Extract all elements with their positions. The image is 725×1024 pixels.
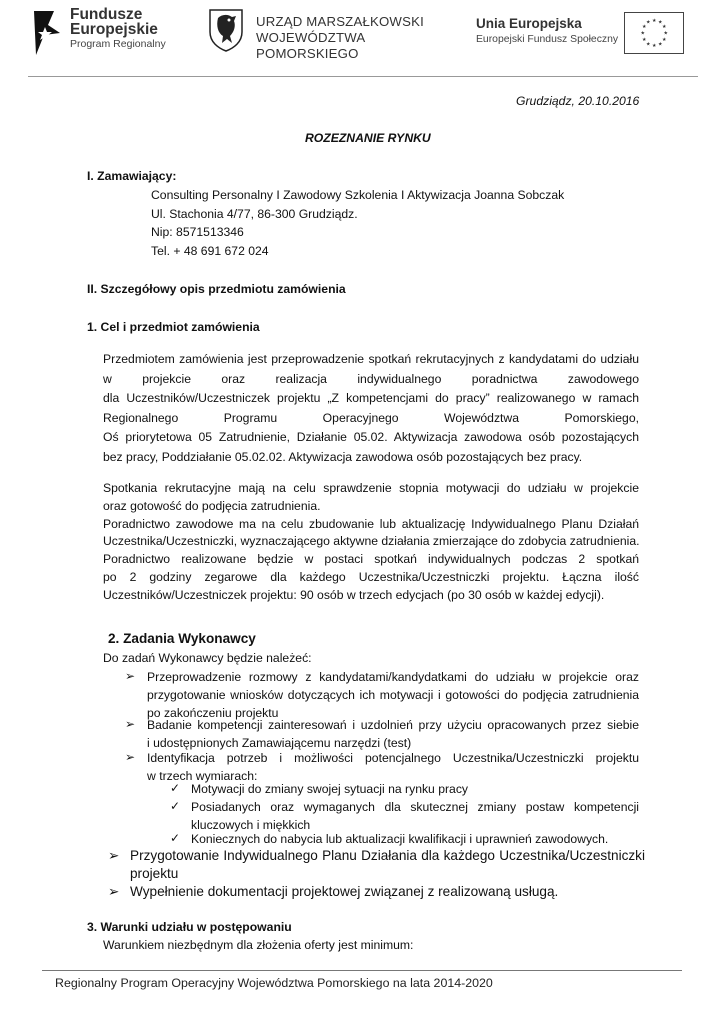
griffin-crest-icon <box>208 8 244 52</box>
subsection-3-intro: Warunkiem niezbędnym dla złożenia oferty jest minimum: <box>103 938 414 952</box>
header-rule <box>28 76 698 77</box>
fe-line2: Europejskie <box>70 21 158 38</box>
document-title: ROZEZNANIE RYNKU <box>305 131 431 145</box>
fundusze-europejskie-logo <box>30 5 190 63</box>
check-line: kluczowych i miękkich <box>191 817 311 832</box>
svg-text:★: ★ <box>642 37 647 43</box>
paragraph-line: Uczestników/Uczestniczek projektu: 90 osób w trzech edycjach (po 30 osób w każdej edycji). <box>103 587 605 602</box>
svg-text:★: ★ <box>662 24 667 30</box>
ordering-party-nip: Nip: 8571513346 <box>151 225 244 239</box>
task-line: Badanie kompetencji zainteresowań i uzdolnień przy użyciu opracowanych przez siebie <box>147 718 639 732</box>
task-line: projektu <box>130 866 179 881</box>
section-2-heading: II. Szczegółowy opis przedmiotu zamówienia <box>87 282 346 296</box>
svg-text:★: ★ <box>652 43 657 49</box>
task-line: Wypełnienie dokumentacji projektowej związanej z realizowaną usługą. <box>130 884 559 899</box>
fe-star-icon <box>30 7 66 59</box>
svg-text:★: ★ <box>658 41 663 48</box>
paragraph-line: Spotkania rekrutacyjne mają na celu sprawdzenie stopnia motywacji do udziału w projekcie <box>103 481 639 495</box>
arrow-bullet-icon: ➢ <box>125 750 136 764</box>
check-line: Motywacji do zmiany swojej sytuacji na rynku pracy <box>191 782 469 796</box>
checkmark-icon: ✓ <box>170 781 181 795</box>
paragraph-line: Uczestnika/Uczestniczki, wyznaczającego aktywne działania zmierzające do zdobycia zatrudnienia. <box>103 534 640 549</box>
subsection-3-heading: 3. Warunki udziału w postępowaniu <box>87 920 292 934</box>
svg-text:★: ★ <box>642 24 647 30</box>
ordering-party-phone: Tel. + 48 691 672 024 <box>151 244 269 258</box>
checkmark-icon: ✓ <box>170 831 181 845</box>
arrow-bullet-icon: ➢ <box>125 669 136 683</box>
eu-flag-icon <box>624 12 684 54</box>
check-line: Koniecznych do nabycia lub aktualizacji kwalifikacji i uprawnień zawodowych. <box>191 832 609 846</box>
page-footer: Regionalny Program Operacyjny Województwa Pomorskiego na lata 2014-2020 <box>55 976 493 990</box>
svg-text:★: ★ <box>640 30 645 37</box>
paragraph-line: Poradnictwo zawodowe ma na celu zbudowanie lub aktualizację Indywidualnego Planu Działań <box>103 516 639 531</box>
svg-text:★: ★ <box>662 37 667 43</box>
task-line: Przygotowanie Indywidualnego Planu Działania dla każdego Uczestnika/Uczestniczki <box>130 848 645 863</box>
paragraph-line: Przedmiotem zamówienia jest przeprowadzenie spotkań rekrutacyjnych z kandydatami do udziału <box>103 352 639 366</box>
arrow-bullet-icon: ➢ <box>108 884 120 899</box>
paragraph-details <box>103 480 639 605</box>
um-line1: URZĄD MARSZAŁKOWSKI <box>256 14 424 29</box>
subsection-2-intro: Do zadań Wykonawcy będzie należeć: <box>103 651 312 665</box>
paragraph-line: bez pracy, Poddziałanie 05.02.02. Aktywizacja zawodowa osób pozostających bez pracy. <box>103 449 583 464</box>
paragraph-line: po 2 godziny zegarowe dla każdego Uczestnika/Uczestniczki projektu. Łączna ilość <box>103 569 639 584</box>
fe-line1: Fundusze <box>70 6 143 23</box>
ue-line2: Europejski Fundusz Społeczny <box>476 34 619 45</box>
paragraph-purpose <box>103 350 639 468</box>
task-line: Identyfikacja potrzeb i możliwości potencjalnego Uczestnika/Uczestniczki projektu <box>147 751 639 765</box>
task-line: Przeprowadzenie rozmowy z kandydatami/kandydatkami do udziału w projekcie oraz <box>147 670 639 684</box>
ordering-party-name: Consulting Personalny I Zawodowy Szkolenia I Aktywizacja Joanna Sobczak <box>151 188 565 202</box>
ue-line1: Unia Europejska <box>476 16 582 31</box>
arrow-bullet-icon: ➢ <box>108 848 120 863</box>
svg-text:★: ★ <box>646 41 651 48</box>
svg-text:★: ★ <box>646 19 651 26</box>
paragraph-line: Poradnictwo realizowane będzie w postaci spotkań indywidualnych podczas 2 spotkań <box>103 552 639 567</box>
check-line: Posiadanych oraz wymaganych dla skutecznej zmiany postaw kompetencji <box>191 800 639 814</box>
fe-line3: Program Regionalny <box>70 38 166 50</box>
svg-text:★: ★ <box>652 18 657 24</box>
checkmark-icon: ✓ <box>170 799 181 813</box>
task-line: w trzech wymiarach: <box>147 768 258 783</box>
paragraph-line: Regionalnego Programu Operacyjnego Województwa Pomorskiego, <box>103 410 639 425</box>
paragraph-line: dla Uczestników/Uczestniczek projektu „Z kompetencjami do pracy” realizowanego w ramach <box>103 391 639 406</box>
footer-rule <box>42 970 682 971</box>
document-date: Grudziądz, 20.10.2016 <box>516 94 640 108</box>
task-line: po zakończeniu projektu <box>147 705 279 720</box>
urzad-marszalkowski-logo <box>208 8 458 61</box>
svg-text:★: ★ <box>663 30 668 37</box>
paragraph-line: oraz gotowość do podjęcia zatrudnienia. <box>103 498 321 513</box>
subsection-1-heading: 1. Cel i przedmiot zamówienia <box>87 320 260 334</box>
task-line: przygotowanie wniosków dotyczących ich motywacji i gotowości do podjęcia zatrudnienia <box>147 687 639 702</box>
svg-text:★: ★ <box>658 19 663 26</box>
ordering-party-address: Ul. Stachonia 4/77, 86-300 Grudziądz. <box>151 207 358 221</box>
section-1-heading: I. Zamawiający: <box>87 169 177 183</box>
unia-europejska-logo <box>474 12 704 62</box>
subsection-2-heading: 2. Zadania Wykonawcy <box>108 631 256 646</box>
paragraph-line: Oś priorytetowa 05 Zatrudnienie, Działanie 05.02. Aktywizacja zawodowa osób pozostających <box>103 430 639 445</box>
document-header <box>0 0 725 78</box>
task-line: i udostępnionych Zamawiającemu narzędzi (test) <box>147 735 412 750</box>
arrow-bullet-icon: ➢ <box>125 717 136 731</box>
paragraph-line: w projekcie oraz realizacja indywidualnego poradnictwa zawodowego <box>103 371 639 386</box>
um-line2: WOJEWÓDZTWA POMORSKIEGO <box>256 30 365 61</box>
